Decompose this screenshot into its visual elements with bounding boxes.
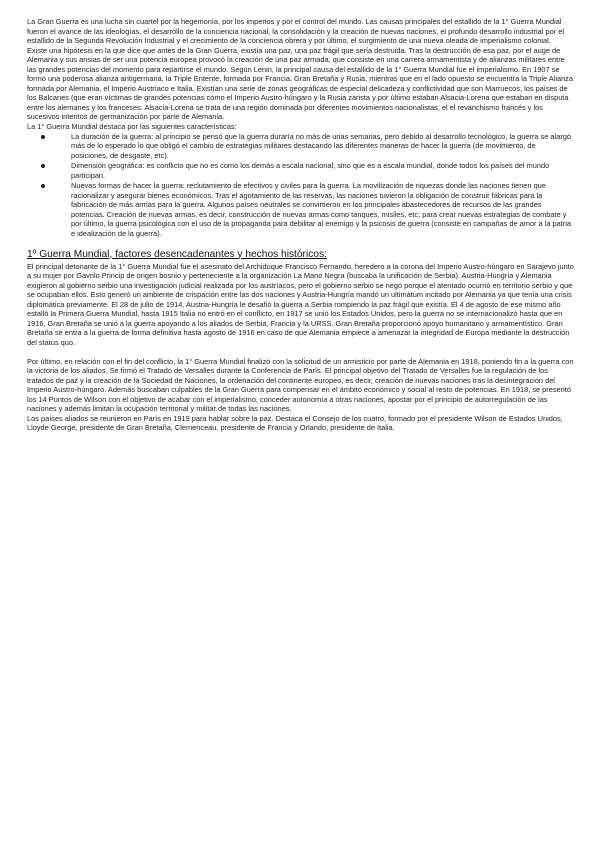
intro-paragraph-2: Existe una hipótesis en la que dice que antes de la Gran Guerra, existía una paz, una paz frágil que sería destruida. Tras la destrucción de esa paz, por el auge de Alemania y sus ansias de ser una potencia europea provocó la creación de una paz armada, que consiste en una carrera armamentista y de alianzas militares entre las grandes potencias del momento para repartirse el mundo. Según Lenin, la principal causa del estallido de la 1° Guerra Mundial fue el imperialismo. En 1907 se formó una poderosa alianza antigermana, la Triple Entente, formada por Francia, Gran Bretaña y Rusia, mientras que en el lado opuesto se encuentra la Triple Alianza formada por Alemania, el Imperio Austríaco e Italia. Existían una serie de zonas geográficas de especial delicadeza y conflictividad que son Marruecos, los países de los Balcanes (que eran víctimas de grandes potencias como el Imperio Austro-húngaro y la Rusia zarista y por último estaban Alsacia-Lorena que estaban en disputa entre los alemanes y los franceses. Alsacia-Lorena se trata de una región dominada por diferentes movimientos nacionalistas, el el revanchismo francés y los sucesivos intentos de germanización por parte de Alemania. xyxy=(27,45,573,122)
list-item xyxy=(71,161,574,180)
list-item-text: Nuevas formas de hacer la guerra: reclutamiento de efectivos y civiles para la guerra. La movilización de riquezas donde las naciones tienen que racionalizar y asegurar bienes económicos. Tras el agotamiento de las reservas, las naciones tuvieron la obligación de construir fábricas para la fabricación de más armas para la guerra. Algunos países neutrales se convirtieron en los principales abastecedores de recursos de las grandes potencias. Creación de nuevas armas, es decir, construcción de nuevas armas como tanques, misiles, etc; para crear nuevas estrategias de combate y por último, la guerra psicológica con el uso de la propaganda para debilitar al enemigo y la psicosis de guerra (consiste en campañas de amor a la patria e idealización de la guerra). xyxy=(71,181,571,239)
list-item-text: Dimensión geográfica: es conflicto que no es como los demás a escala nacional, sino que es a escala mundial, donde todos los países del mundo participan. xyxy=(71,161,550,180)
bullet-icon xyxy=(41,164,45,168)
paragraph-gap xyxy=(27,348,574,357)
characteristics-list xyxy=(27,132,574,239)
intro-paragraph-1: La Gran Guerra es una lucha sin cuartel por la hegemonía, por los imperios y por el control del mundo. Las causas principales del estallido de la 1° Guerra Mundial fueron el avance de las ideologías, el desarrollo de la conciencia nacional, la consolidación y la creación de nuevas naciones, el profundo desarrollo industrial por el estallido de la Segunda Revolución Industrial y el crecimiento de la conciencia obrera y por último, el surgimiento de una nueva oleada de imperialismo colonial. xyxy=(27,17,564,46)
section-heading: 1º Guerra Mundial, factores desencadenantes y hechos históricos: xyxy=(27,248,327,260)
list-item xyxy=(71,181,574,238)
list-item-text: La duración de la guerra: al principio se pensó que la guerra duraría no más de unas semanas, pero debido al desarrollo tecnológico, la guerra se alargó más de lo esperado lo que obligó el cambio de estrategias militares destacando las diferentes maneras de hacer la guerra (de movimiento, de posiciones, de desgaste, etc). xyxy=(71,131,572,160)
bullet-icon xyxy=(41,184,45,188)
bullet-icon xyxy=(41,135,45,139)
section-paragraph-1: El principal detonante de la 1° Guerra Mundial fue el asesinato del Archiduque Francisco Fernando, heredero a la corona del Imperio Austro-húngaro en Sarajevo junto a su mujer por Gavrilo Princip de origen bosnio y perteneciente a la organización La Mano Negra (buscaba la unificación de Serbia). Austria-Hungría y Alemania exigieron al gobierno serbio una investigación judicial realizada por los austríacos, pero el gobierno serbio se negó porque el atentado ocurrió en territorio serbio y que se ocupaban ellos. Esto generó un ambiente de crispación entre las dos naciones y Austria-Hungría mandó un ultimátum incitado por Alemania ya que tenía una crisis diplomática previamente. El 28 de julio de 1914, Austria-Hungría le desafió la guerra a Serbia rompiendo la paz frágil que existía. El 4 de agosto de ese mismo año estalló la Primera Guerra Mundial, hasta 1915 Italia no entró en el conflicto, en 1917 se unió los Estados Unidos, pero la guerra no se internacionalizó hasta que en 1916, Gran Bretaña se unió a la guerra apoyando a los aliados de Serbia, Francia y la URSS. Gran Bretaña proporcionó apoyo humanitario y armamentístico. Gran Bretaña se entra a la guerra de forma definitiva hasta agosto de 1916 en caso de que Alemania empiece a amenazar la integridad de Europa mediante la destrucción del status quo. xyxy=(27,261,574,347)
section-paragraph-3: Los países aliados se reunieron en París en 1919 para hablar sobre la paz. Destaca el Consejo de los cuatro, formado por el presidente Wilson de Estados Unidos, Lloyde George, presidente de Gran Bretaña, Clemenceau, presidente de Francia y Orlando, presidente de Italia. xyxy=(27,413,563,433)
list-item xyxy=(71,132,574,161)
section-paragraph-2: Por último, en relación con el fin del conflicto, la 1° Guerra Mundial finalizó con la solicitud de un armisticio por parte de Alemania en 1918, poniendo fin a la guerra con la victoria de los aliados. Se firmó el Tratado de Versalles durante la Conferencia de París. El principal objetivo del Tratado de Versalles fue la regulación de los tratados de paz y la creación de la Sociedad de Naciones, la ordenación del continente europeo, es decir, creación de nuevas naciones tras la desintegración del Imperio Austro-húngaro. Además buscaban culpables de la Gran Guerra para compensar en el ámbito económico y social al resto de potencias. En 1918, se presentó los 14 Puntos de Wilson con el objetivo de acabar con el imperialismo, conceder autonomía a otras naciones, apostar por el principio de autorregulación de las naciones y además limitan la ocupación territorial y militar de todas las naciones. xyxy=(27,356,574,414)
intro-paragraph-3: La 1° Guerra Mundial destaca por las siguientes características: xyxy=(27,122,237,132)
